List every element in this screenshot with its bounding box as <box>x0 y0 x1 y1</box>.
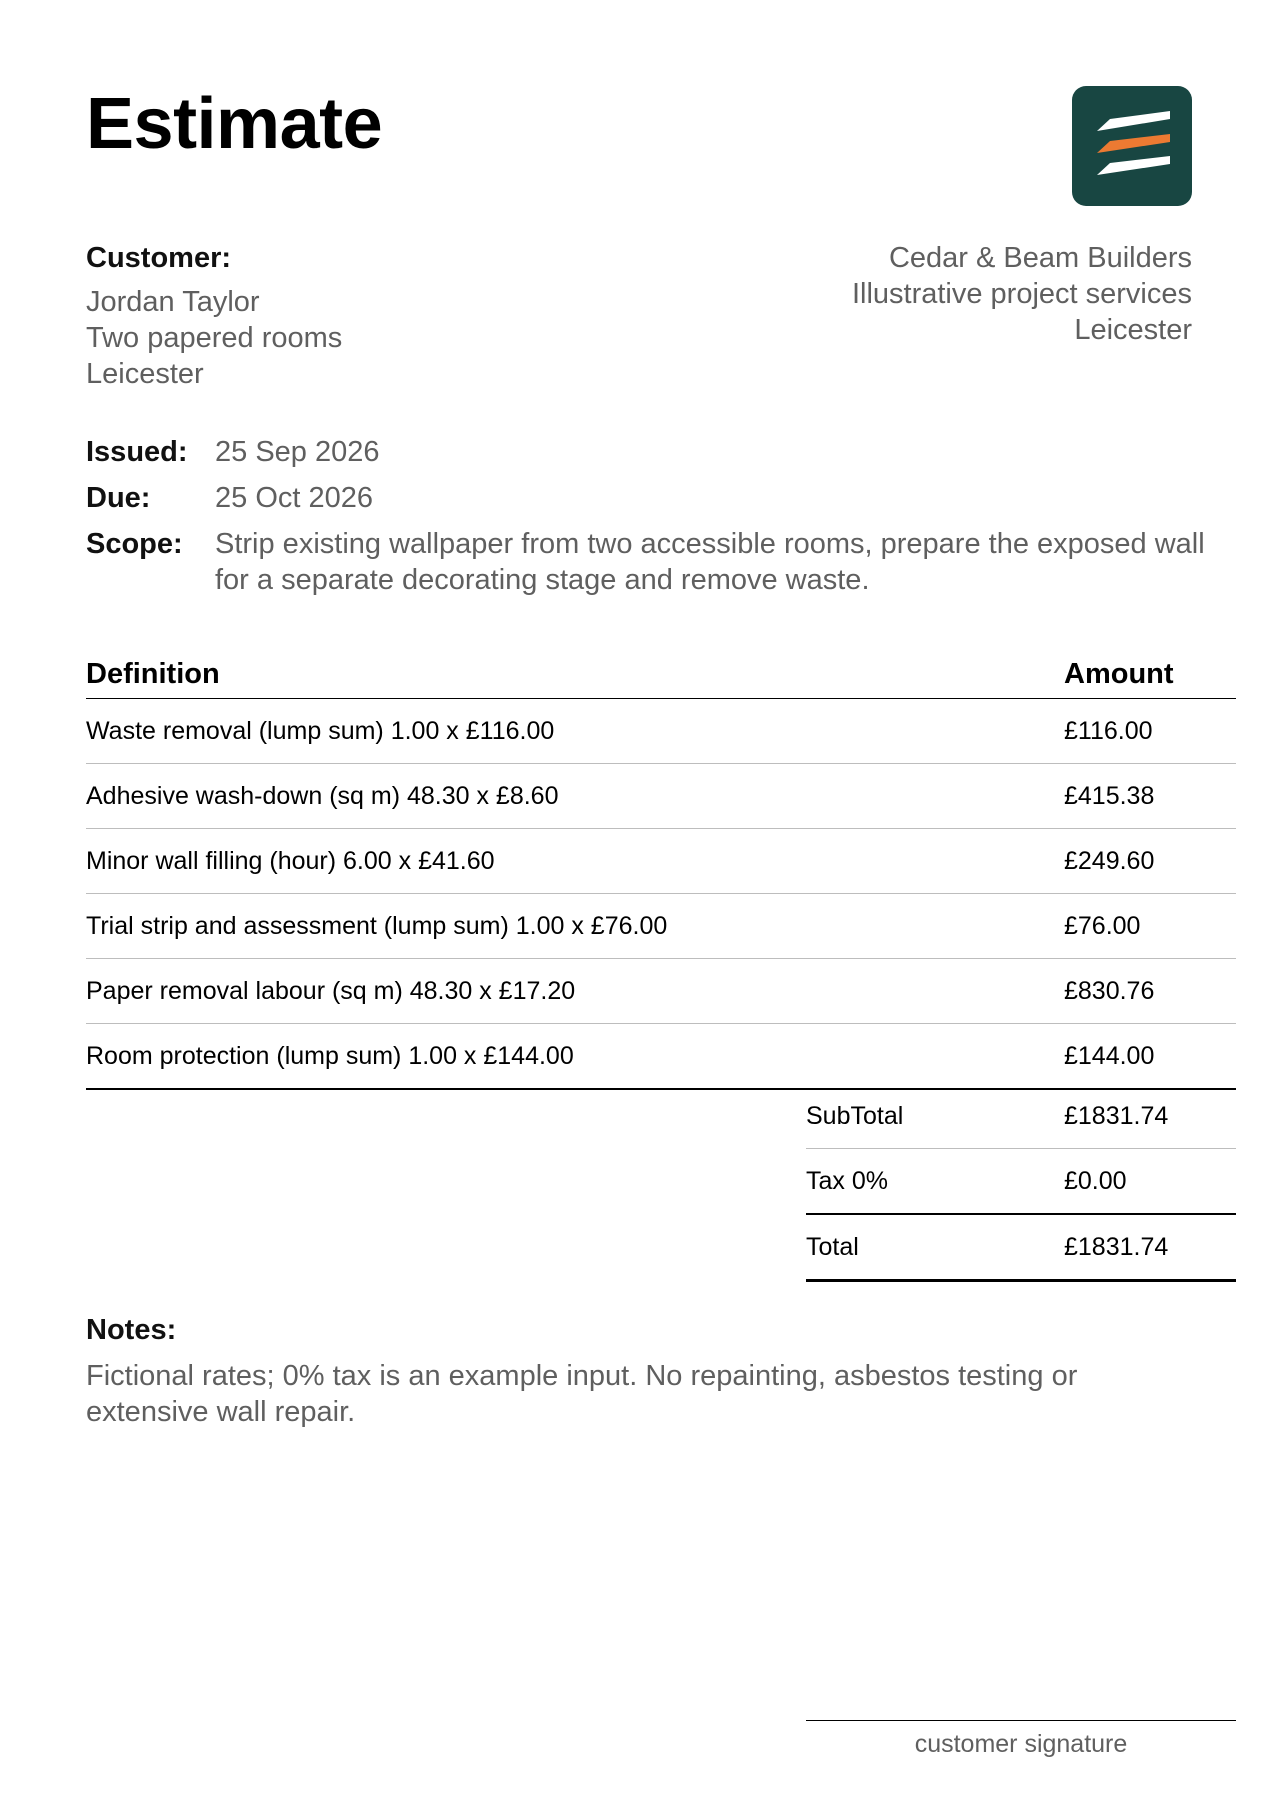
subtotal-value: £1831.74 <box>1064 1101 1169 1130</box>
table-row <box>86 699 1236 764</box>
tax-label: Tax 0% <box>806 1166 888 1195</box>
item-definition: Waste removal (lump sum) 1.00 x £116.00 <box>86 716 555 745</box>
business-block <box>852 240 1192 348</box>
notes-block <box>86 1312 1206 1430</box>
subtotal-label: SubTotal <box>806 1101 904 1130</box>
issued-date: 25 Sep 2026 <box>215 436 380 468</box>
item-amount: £144.00 <box>1064 1041 1155 1070</box>
item-amount: £116.00 <box>1064 716 1153 745</box>
item-amount: £249.60 <box>1064 846 1155 875</box>
totals-block <box>806 1084 1236 1282</box>
item-definition: Trial strip and assessment (lump sum) 1.00 x £76.00 <box>86 911 668 940</box>
customer-name: Jordan Taylor <box>86 286 260 318</box>
item-amount: £415.38 <box>1064 781 1155 810</box>
item-definition: Room protection (lump sum) 1.00 x £144.00 <box>86 1041 574 1070</box>
definition-header: Definition <box>86 657 220 690</box>
scope-text: Strip existing wallpaper from two accessible rooms, prepare the exposed wall for a separate decorating stage and remove waste. <box>215 528 1205 596</box>
table-row <box>86 1024 1236 1090</box>
issued-row <box>86 434 1226 470</box>
table-row <box>86 894 1236 959</box>
notes-label: Notes: <box>86 1314 177 1346</box>
table-header <box>86 650 1236 699</box>
issued-label: Issued: <box>86 436 188 468</box>
document-title: Estimate <box>86 84 383 164</box>
item-definition: Paper removal labour (sq m) 48.30 x £17.20 <box>86 976 576 1005</box>
business-city: Leicester <box>1074 314 1192 346</box>
scope-label: Scope: <box>86 528 183 560</box>
business-tagline: Illustrative project services <box>851 278 1192 310</box>
item-amount: £76.00 <box>1064 911 1141 940</box>
tax-value: £0.00 <box>1064 1166 1127 1195</box>
subtotal-row <box>806 1084 1236 1149</box>
due-row <box>86 480 1226 516</box>
total-value: £1831.74 <box>1064 1232 1169 1261</box>
signature-label: customer signature <box>914 1730 1128 1758</box>
tax-row <box>806 1149 1236 1215</box>
customer-project: Two papered rooms <box>86 322 343 354</box>
amount-header: Amount <box>1064 657 1174 690</box>
scope-row <box>86 526 1226 598</box>
table-row <box>86 764 1236 829</box>
item-amount: £830.76 <box>1064 976 1155 1005</box>
customer-label: Customer: <box>86 242 232 274</box>
total-label: Total <box>806 1232 859 1261</box>
item-definition: Minor wall filling (hour) 6.00 x £41.60 <box>86 846 495 875</box>
due-date: 25 Oct 2026 <box>215 482 373 514</box>
customer-city: Leicester <box>86 358 204 390</box>
customer-block <box>86 240 342 392</box>
business-name: Cedar & Beam Builders <box>888 242 1192 274</box>
stacked-planks-logo-icon <box>1072 86 1192 206</box>
table-row <box>86 829 1236 894</box>
total-row <box>806 1215 1236 1282</box>
due-label: Due: <box>86 482 151 514</box>
table-row <box>86 959 1236 1024</box>
line-items-table <box>86 650 1236 1090</box>
signature-line <box>806 1720 1236 1721</box>
item-definition: Adhesive wash-down (sq m) 48.30 x £8.60 <box>86 781 559 810</box>
estimate-meta <box>86 434 1226 608</box>
notes-text: Fictional rates; 0% tax is an example input. No repainting, asbestos testing or extensive wall repair. <box>86 1360 1078 1428</box>
